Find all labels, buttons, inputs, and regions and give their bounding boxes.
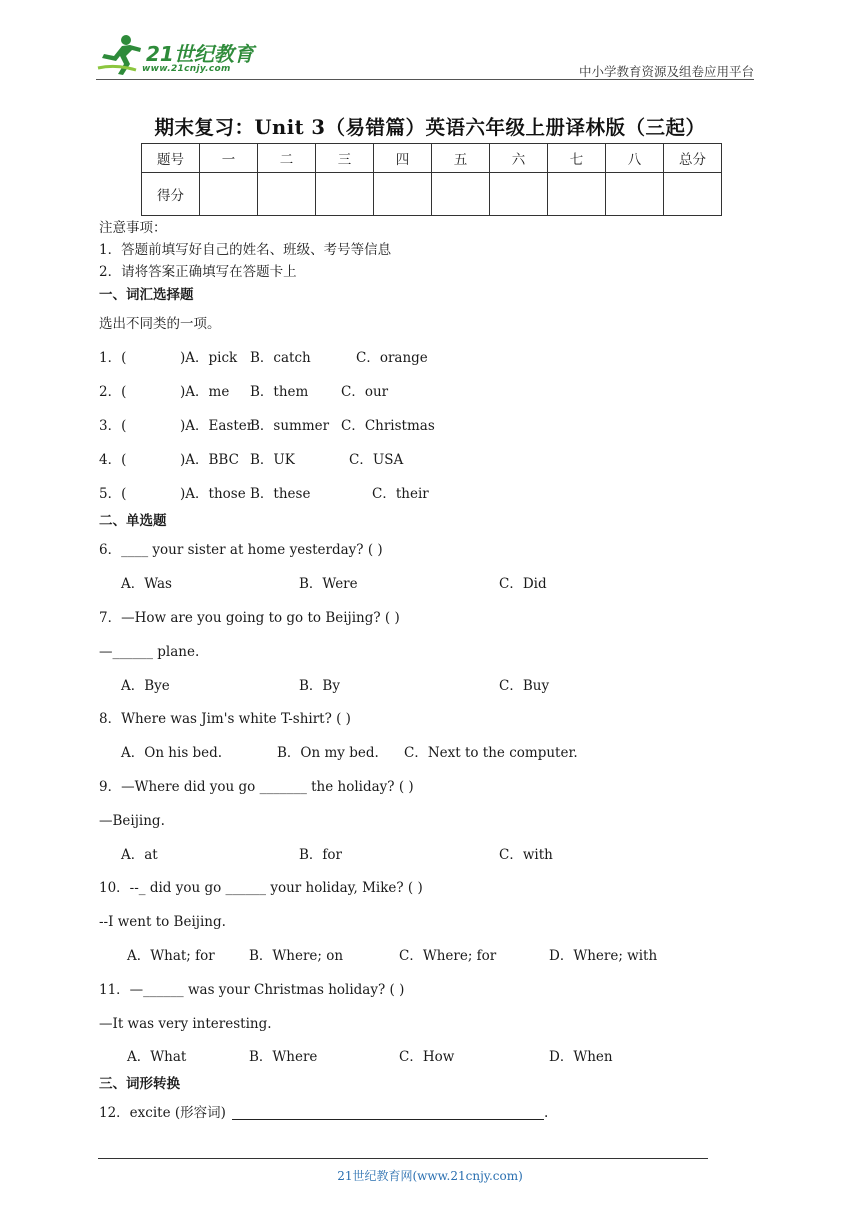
option-c[interactable]: C．their <box>372 486 429 502</box>
question-number: 1．( <box>99 350 127 366</box>
score-table-header-row <box>142 144 722 173</box>
table-cell: 六 <box>490 144 548 173</box>
note-item: 2．请将答案正确填写在答题卡上 <box>99 264 297 280</box>
option-b[interactable]: B．On my bed. <box>277 745 379 761</box>
score-input-cell[interactable] <box>548 173 606 216</box>
question-stem: 8．Where was Jim's white T-shirt? ( ) <box>99 711 351 727</box>
option-b[interactable]: B．catch <box>250 350 311 366</box>
header-divider <box>96 79 754 80</box>
option-c[interactable]: C．orange <box>356 350 428 366</box>
option-c[interactable]: C．Christmas <box>341 418 435 434</box>
table-cell: 得分 <box>142 173 200 216</box>
option-b[interactable]: B．summer <box>250 418 330 434</box>
score-table-score-row <box>142 173 722 216</box>
section-heading: 一、词汇选择题 <box>99 287 194 303</box>
score-input-cell[interactable] <box>606 173 664 216</box>
table-cell: 三 <box>316 144 374 173</box>
option-b[interactable]: B．Where; on <box>249 948 344 964</box>
notes-heading: 注意事项： <box>99 220 167 236</box>
score-input-cell[interactable] <box>432 173 490 216</box>
option-c[interactable]: C．Did <box>499 576 547 592</box>
section-heading: 二、单选题 <box>99 513 167 529</box>
question-stem: 11．—______ was your Christmas holiday? ( ) <box>99 982 405 998</box>
option-c[interactable]: C．Buy <box>499 678 550 694</box>
logo-url: www.21cnjy.com <box>142 64 231 74</box>
option-c[interactable]: C．How <box>399 1049 455 1065</box>
option-a[interactable]: )A．Easter <box>180 418 254 434</box>
option-a[interactable]: A．What <box>127 1049 187 1065</box>
platform-name: 中小学教育资源及组卷应用平台 <box>578 64 754 79</box>
option-a[interactable]: A．What; for <box>127 948 215 964</box>
option-a[interactable]: A．On his bed. <box>121 745 223 761</box>
table-cell: 八 <box>606 144 664 173</box>
question-number: 3．( <box>99 418 127 434</box>
answer-line: —______ plane. <box>99 644 200 660</box>
question-number: 4．( <box>99 452 127 468</box>
option-a[interactable]: A．Was <box>121 576 172 592</box>
score-input-cell[interactable] <box>316 173 374 216</box>
option-b[interactable]: B．By <box>299 678 340 694</box>
answer-line: —Beijing. <box>99 813 165 829</box>
page-title: 期末复习：Unit 3（易错篇）英语六年级上册译林版（三起） <box>154 116 706 139</box>
score-input-cell[interactable] <box>664 173 722 216</box>
option-a[interactable]: )A．me <box>180 384 230 400</box>
score-table <box>141 143 722 216</box>
option-c[interactable]: C．with <box>499 847 553 863</box>
option-b[interactable]: B．Were <box>299 576 358 592</box>
question-stem: 9．—Where did you go _______ the holiday? ( ) <box>99 779 414 795</box>
table-cell: 总分 <box>664 144 722 173</box>
option-a[interactable]: A．Bye <box>121 678 170 694</box>
option-b[interactable]: B．for <box>299 847 342 863</box>
note-item: 1．答题前填写好自己的姓名、班级、考号等信息 <box>99 242 392 258</box>
answer-line: --I went to Beijing. <box>99 914 226 930</box>
section-instruction: 选出不同类的一项。 <box>99 316 221 332</box>
option-d[interactable]: D．When <box>549 1049 613 1065</box>
score-input-cell[interactable] <box>258 173 316 216</box>
answer-blank[interactable] <box>232 1107 544 1120</box>
option-a[interactable]: A．at <box>121 847 158 863</box>
option-b[interactable]: B．these <box>250 486 311 502</box>
option-c[interactable]: C．USA <box>349 452 404 468</box>
option-a[interactable]: )A．BBC <box>180 452 239 468</box>
question-stem: 10．--_ did you go ______ your holiday, Mike? ( ) <box>99 880 423 896</box>
table-cell: 二 <box>258 144 316 173</box>
table-cell: 五 <box>432 144 490 173</box>
option-a[interactable]: )A．pick <box>180 350 238 366</box>
score-input-cell[interactable] <box>374 173 432 216</box>
question-stem: 12．excite (形容词) <box>99 1105 226 1121</box>
logo-text: 21世纪教育 <box>146 42 254 66</box>
table-cell: 题号 <box>142 144 200 173</box>
table-cell: 七 <box>548 144 606 173</box>
question-end: . <box>544 1105 549 1121</box>
question-stem: 7．—How are you going to go to Beijing? ( ) <box>99 610 400 626</box>
section-heading: 三、词形转换 <box>99 1076 180 1092</box>
footer-text[interactable]: 21世纪教育网(www.21cnjy.com) <box>337 1169 523 1183</box>
table-cell: 一 <box>200 144 258 173</box>
score-input-cell[interactable] <box>490 173 548 216</box>
option-c[interactable]: C．Where; for <box>399 948 497 964</box>
option-b[interactable]: B．Where <box>249 1049 318 1065</box>
question-number: 5．( <box>99 486 127 502</box>
question-stem: 6．____ your sister at home yesterday? ( ) <box>99 542 383 558</box>
question-number: 2．( <box>99 384 127 400</box>
option-a[interactable]: )A．those <box>180 486 246 502</box>
option-c[interactable]: C．our <box>341 384 389 400</box>
option-c[interactable]: C．Next to the computer. <box>404 745 578 761</box>
table-cell: 四 <box>374 144 432 173</box>
option-d[interactable]: D．Where; with <box>549 948 658 964</box>
answer-line: —It was very interesting. <box>99 1016 272 1032</box>
option-b[interactable]: B．them <box>250 384 309 400</box>
site-logo <box>96 34 256 78</box>
option-b[interactable]: B．UK <box>250 452 295 468</box>
score-input-cell[interactable] <box>200 173 258 216</box>
footer-divider <box>98 1158 708 1159</box>
runner-logo-icon <box>96 34 144 76</box>
